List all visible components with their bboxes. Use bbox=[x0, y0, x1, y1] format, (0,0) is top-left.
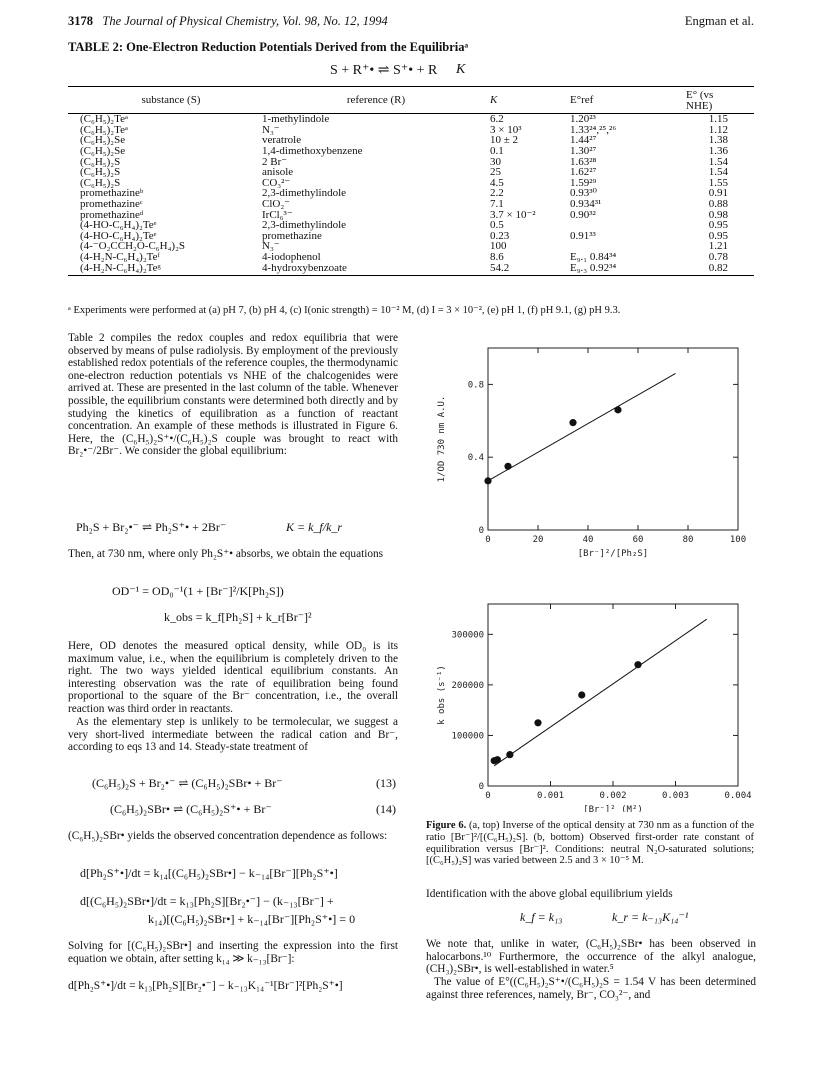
table-cell: promethazineᵈ bbox=[80, 208, 144, 221]
y-tick-label: 0 bbox=[478, 782, 484, 792]
y-axis-label: 1/OD 730 nm A.U. bbox=[437, 395, 447, 483]
equation-14: (C₆H₅)₂SBr• ⇌ (C₆H₅)₂S⁺• + Br⁻ bbox=[110, 802, 272, 816]
table-cell: 4.5 bbox=[490, 176, 504, 189]
table-cell: (C₆H₅)₂Teᵃ bbox=[80, 123, 128, 136]
table-row bbox=[68, 199, 754, 210]
table-row bbox=[68, 157, 754, 168]
table-cell: 0.95 bbox=[708, 229, 728, 242]
table-cell: 0.78 bbox=[708, 250, 728, 263]
equation-global-k: K = k_f/k_r bbox=[286, 520, 343, 534]
table-cell: 1,4-dimethoxybenzene bbox=[262, 144, 363, 157]
table-cell: (C₆H₅)₂Se bbox=[80, 144, 126, 157]
table-cell: 0.90³² bbox=[570, 208, 596, 221]
fit-line bbox=[494, 619, 707, 766]
col-header: K bbox=[490, 87, 570, 114]
table-2 bbox=[68, 86, 754, 276]
table-cell: (4-H₂N-C₆H₄)₂Teᶠ bbox=[80, 250, 160, 263]
equation-14-number: (14) bbox=[376, 802, 396, 816]
x-tick-label: 40 bbox=[582, 535, 594, 545]
equation-13: (C₆H₅)₂S + Br₂•⁻ ⇌ (C₆H₅)₂SBr• + Br⁻ bbox=[92, 776, 283, 790]
paragraph-6: Solving for [(C₆H₅)₂SBr•] and inserting the expression into the first equation we obtain, after setting k₁₄ ≫ k₋₁₃[Br⁻]: bbox=[68, 940, 398, 965]
equation-13-number: (13) bbox=[376, 776, 396, 790]
table-cell: N₃⁻ bbox=[262, 123, 280, 136]
x-tick-label: 100 bbox=[729, 535, 747, 545]
plot-frame bbox=[488, 348, 738, 530]
table-row bbox=[68, 241, 754, 252]
equation-kobs: k_obs = k_f[Ph₂S] + k_r[Br⁻]² bbox=[164, 610, 312, 624]
table-cell: 1-methylindole bbox=[262, 113, 330, 126]
table-cell: (C₆H₅)₂Se bbox=[80, 134, 126, 147]
x-tick-label: 0 bbox=[485, 791, 491, 801]
equation-rate-2b: k₁₄)[(C₆H₅)₂SBr•] + k₋₁₄[Br⁻][Ph₂S⁺•] = 0 bbox=[148, 912, 356, 926]
table-cell: 7.1 bbox=[490, 197, 504, 210]
paragraph-5: (C₆H₅)₂SBr• yields the observed concentration dependence as follows: bbox=[68, 830, 388, 842]
equation-final: d[Ph₂S⁺•]/dt = k₁₃[Ph₂S][Br₂•⁻] − k₋₁₃K₁₄⁻¹[Br⁻]²[Ph₂S⁺•] bbox=[68, 980, 343, 992]
col-header: E°ref bbox=[570, 87, 686, 114]
col-header: reference (R) bbox=[262, 87, 490, 114]
equation-rate-1: d[Ph₂S⁺•]/dt = k₁₄[(C₆H₅)₂SBr•] − k₋₁₄[Br⁻][Ph₂S⁺•] bbox=[80, 866, 338, 880]
table-cell: E₉.₁ 0.84³⁴ bbox=[570, 250, 617, 263]
x-tick-label: 0.003 bbox=[661, 791, 690, 801]
table-cell: 3 × 10³ bbox=[490, 123, 522, 136]
caption-label: Figure 6. bbox=[426, 820, 467, 831]
x-tick-label: 0.004 bbox=[724, 791, 752, 801]
table-cell: 4-hydroxybenzoate bbox=[262, 263, 490, 276]
table-cell: 2.2 bbox=[490, 187, 504, 200]
x-tick-label: 0.002 bbox=[599, 791, 627, 801]
paragraph-7: Identification with the above global equilibrium yields bbox=[426, 888, 673, 900]
table-header-row bbox=[68, 87, 754, 114]
y-tick-label: 300000 bbox=[451, 630, 484, 641]
table-cell: 1.59²⁹ bbox=[570, 176, 597, 189]
table-cell: 1.20²³ bbox=[570, 113, 596, 126]
table-cell: 2,3-dimethylindole bbox=[262, 219, 347, 232]
table-cell: 1.54 bbox=[708, 166, 728, 179]
table-body bbox=[68, 114, 754, 276]
table-cell: 8.6 bbox=[490, 250, 504, 263]
table-cell: 4-iodophenol bbox=[262, 250, 321, 263]
table-row bbox=[68, 167, 754, 178]
y-tick-label: 0 bbox=[478, 526, 484, 536]
running-header bbox=[68, 14, 754, 34]
table-cell: (C₆H₅)₂Teᵃ bbox=[80, 113, 128, 126]
table-cell: anisole bbox=[262, 166, 294, 179]
paragraph-4: As the elementary step is unlikely to be termolecular, we suggest a very short-lived intermediate between the radical cation and Br⁻, according to eqs 13 and 14. Steady-state treatment of bbox=[68, 716, 398, 754]
equilibrium-k: K bbox=[456, 62, 466, 77]
table-cell: 1.54 bbox=[708, 155, 728, 168]
table-cell: (4-⁻O₂CCH₂O-C₆H₄)₂S bbox=[80, 240, 186, 253]
x-tick-label: 0 bbox=[485, 535, 491, 545]
table-footnote: ᵃ Experiments were performed at (a) pH 7, (b) pH 4, (c) I(onic strength) = 10⁻² M, (d) I = 3 × 10⁻², (e) pH 1, (f) pH 9.1, (g) pH 9.3. bbox=[68, 305, 621, 316]
plot-frame bbox=[488, 604, 738, 786]
table-cell: promethazine bbox=[262, 229, 322, 242]
table-cell: 0.1 bbox=[490, 144, 504, 157]
table-cell: 1.63²⁸ bbox=[570, 155, 597, 168]
table-row bbox=[68, 125, 754, 136]
table-equilibrium bbox=[330, 62, 466, 79]
table-cell: 0.82 bbox=[686, 263, 754, 276]
table-cell: 0.88 bbox=[708, 197, 728, 210]
table-row bbox=[68, 135, 754, 146]
table-cell: 10 ± 2 bbox=[490, 134, 519, 147]
col-header: E° (vs NHE) bbox=[686, 87, 754, 114]
paragraph-1: Table 2 compiles the redox couples and redox equilibria that were observed by means of pulse radiolysis. By employment of the previously established redox potentials of the reference couples, the thermodynamic one-electron reduction potentials vs NHE of the chalcogenides were arrived at. These are presented in the last column of the table. Whenever possible, the equilibrium constants were determined both directly and by studying the kinetics of equilibration as a function of reactant concentration. An example of these methods is illustrated in Figure 6. Here, the (C₆H₅)₂S⁺•/(C₆H₅)₂S couple was brought to react with Br₂•⁻/2Br⁻. We consider the global equilibrium: bbox=[68, 332, 398, 458]
table-cell: 0.5 bbox=[490, 219, 504, 232]
equilibrium-equation: S + R⁺• ⇌ S⁺• + R bbox=[330, 63, 438, 78]
equation-identity-1: k_f = k₁₃ bbox=[520, 910, 563, 924]
table-cell: E₉.₃ 0.92³⁴ bbox=[570, 263, 686, 276]
col-header: substance (S) bbox=[68, 87, 262, 114]
table-cell: 1.30²⁷ bbox=[570, 144, 597, 157]
table-row bbox=[68, 220, 754, 231]
table-cell: 1.15 bbox=[708, 113, 728, 126]
table-cell: 1.36 bbox=[708, 144, 728, 157]
equation-global: Ph₂S + Br₂•⁻ ⇌ Ph₂S⁺• + 2Br⁻ bbox=[76, 520, 227, 534]
table-cell: 2 Br⁻ bbox=[262, 155, 288, 168]
figure-6-plots bbox=[416, 342, 756, 812]
caption-text: (a, top) Inverse of the optical density at 730 nm as a function of the ratio [Br⁻]²/[(C₆H₅)₂S]. (b, bottom) Observed first-order rate constant of equilibration versus [Br⁻]². Conditions: neutral N₂O-saturated solutions; [(C₆H₅)₂S] was varied between 2.5 and 3 × 10⁻⁵ M. bbox=[426, 820, 755, 867]
x-tick-label: 80 bbox=[682, 535, 694, 545]
table-row bbox=[68, 263, 754, 276]
table-cell: promethazineᶜ bbox=[80, 197, 143, 210]
table-row bbox=[68, 114, 754, 125]
table-cell: 1.38 bbox=[708, 134, 728, 147]
table-cell: 1.62²⁷ bbox=[570, 166, 597, 179]
table-row bbox=[68, 210, 754, 221]
table-cell: 25 bbox=[490, 166, 501, 179]
x-axis-label: [Br⁻]² (M²) bbox=[583, 805, 643, 812]
table-row bbox=[68, 178, 754, 189]
table-cell: 0.95 bbox=[708, 219, 728, 232]
x-tick-label: 20 bbox=[532, 535, 544, 545]
y-axis-label: k obs (s⁻¹) bbox=[437, 665, 447, 725]
table-cell: (4-H₂N-C₆H₄)₂Teᵍ bbox=[68, 263, 262, 276]
table-title: TABLE 2: One-Electron Reduction Potentials Derived from the Equilibriaᵃ bbox=[68, 40, 469, 54]
page-number: 3178 bbox=[68, 14, 93, 28]
table-cell: 1.55 bbox=[708, 176, 728, 189]
table-cell: CO₃²⁻ bbox=[262, 176, 291, 189]
table-cell: 0.98 bbox=[708, 208, 728, 221]
data-point bbox=[578, 691, 585, 698]
table-cell: promethazineᵇ bbox=[80, 187, 144, 200]
figure-6 bbox=[416, 342, 756, 812]
x-axis-label: [Br⁻]²/[Ph₂S] bbox=[577, 549, 649, 559]
data-point bbox=[634, 661, 641, 668]
data-point bbox=[534, 719, 541, 726]
table-row bbox=[68, 252, 754, 263]
authors: Engman et al. bbox=[684, 14, 754, 28]
table-cell: 0.91³³ bbox=[570, 229, 596, 242]
paragraph-8: We note that, unlike in water, (C₆H₅)₂SBr• has been observed in halocarbons.¹⁰ Furthermore, the occurrence of the alkyl analogue, (CH₃)₂SBr•, is well-established in water.⁵ bbox=[426, 938, 756, 976]
table-cell: 1.44²⁷ bbox=[570, 134, 597, 147]
paragraph-3: Here, OD denotes the measured optical density, while OD₀ is its maximum value, i.e., when the equilibrium is completely driven to the right. The two ways yielded identical equilibrium constants. An interesting observation was the rate of equilibration being found proportional to the square of the Br⁻ concentration, i.e., the overall reaction was third order in reactants. bbox=[68, 640, 398, 715]
table-cell: 1.21 bbox=[708, 240, 728, 253]
data-point bbox=[506, 751, 513, 758]
table-cell: 1.12 bbox=[708, 123, 728, 136]
y-tick-label: 200000 bbox=[451, 680, 484, 691]
table-cell: 0.93³⁰ bbox=[570, 187, 597, 200]
x-tick-label: 0.001 bbox=[536, 791, 565, 801]
table-cell: 0.91 bbox=[708, 187, 728, 200]
table-cell: 1.33²⁴,²⁵,²⁶ bbox=[570, 123, 617, 136]
table-cell: 0.23 bbox=[490, 229, 510, 242]
data-point bbox=[614, 406, 621, 413]
table-cell: (C₆H₅)₂S bbox=[80, 176, 121, 189]
y-tick-label: 100000 bbox=[451, 731, 484, 742]
journal-name: The Journal of Physical Chemistry, Vol. 98, No. 12, 1994 bbox=[102, 14, 388, 28]
equation-od: OD⁻¹ = OD₀⁻¹(1 + [Br⁻]²/K[Ph₂S]) bbox=[112, 584, 284, 598]
data-point bbox=[569, 419, 576, 426]
table-cell: (4-HO-C₆H₄)₂Teᵉ bbox=[80, 229, 157, 242]
table-cell: (C₆H₅)₂S bbox=[80, 166, 121, 179]
x-tick-label: 60 bbox=[632, 535, 644, 545]
y-tick-label: 0.8 bbox=[467, 380, 484, 391]
table-cell: 30 bbox=[490, 155, 501, 168]
data-point bbox=[484, 477, 491, 484]
data-point bbox=[504, 463, 511, 470]
table-cell: 2,3-dimethylindole bbox=[262, 187, 347, 200]
table-row bbox=[68, 188, 754, 199]
paragraph-9: The value of E°((C₆H₅)₂S⁺•/(C₆H₅)₂S = 1.54 V has been determined against three references, namely, Br⁻, CO₃²⁻, and bbox=[426, 976, 756, 1001]
figure-caption bbox=[426, 820, 754, 867]
paragraph-2: Then, at 730 nm, where only Ph₂S⁺• absorbs, we obtain the equations bbox=[68, 548, 384, 560]
table-cell: N₃⁻ bbox=[262, 240, 280, 253]
table-row bbox=[68, 146, 754, 157]
table-cell: 0.934³¹ bbox=[570, 197, 602, 210]
fit-line bbox=[488, 373, 676, 480]
table-cell: veratrole bbox=[262, 134, 302, 147]
table-cell: IrCl₆³⁻ bbox=[262, 208, 293, 221]
equation-identity-2: k_r = k₋₁₃K₁₄⁻¹ bbox=[612, 910, 689, 924]
table-cell: (C₆H₅)₂S bbox=[80, 155, 121, 168]
y-tick-label: 0.4 bbox=[467, 453, 484, 464]
equation-rate-2a: d[(C₆H₅)₂SBr•]/dt = k₁₃[Ph₂S][Br₂•⁻] − (k₋₁₃[Br⁻] + bbox=[80, 894, 334, 908]
table-cell: 54.2 bbox=[490, 263, 570, 276]
data-point bbox=[494, 756, 501, 763]
table-cell: 100 bbox=[490, 240, 507, 253]
table-cell: ClO₂⁻ bbox=[262, 197, 290, 210]
table-cell: 3.7 × 10⁻² bbox=[490, 208, 536, 221]
table-cell: (4-HO-C₆H₄)₂Teᵉ bbox=[80, 219, 157, 232]
table-cell: 6.2 bbox=[490, 113, 504, 126]
